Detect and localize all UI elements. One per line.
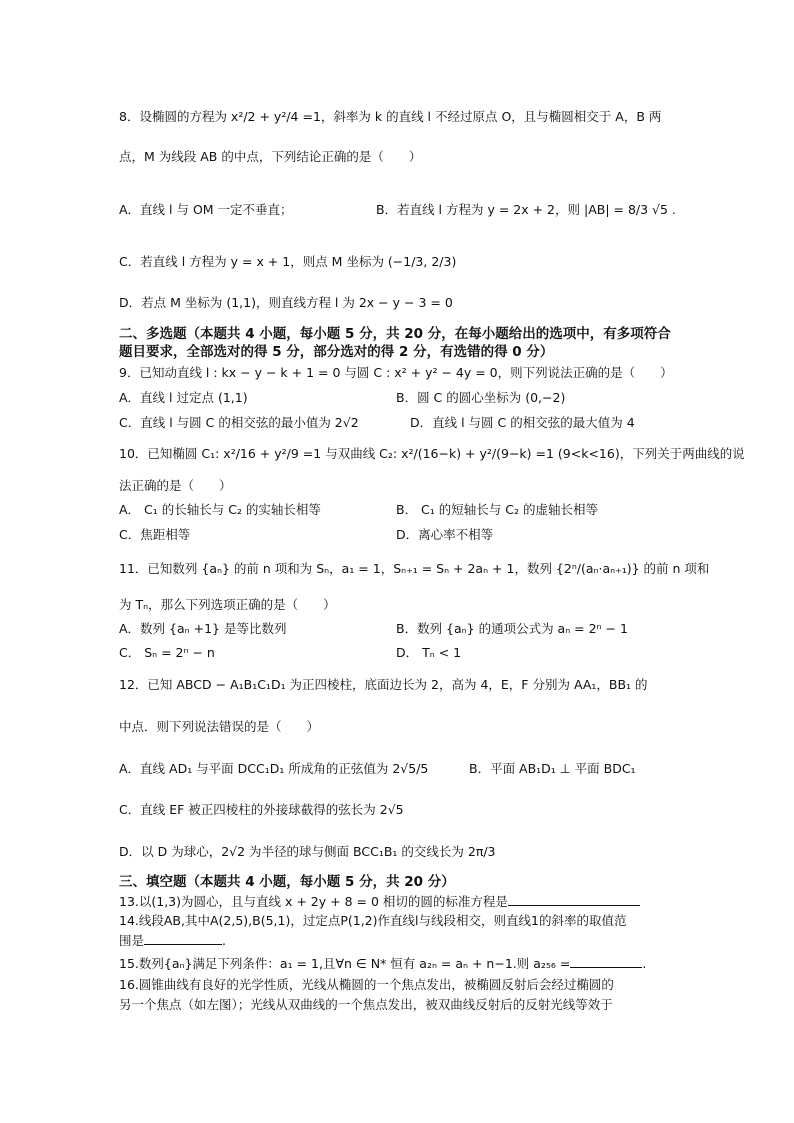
q16-line2: 另一个焦点（如左图）；光线从双曲线的一个焦点发出，被双曲线反射后的反射光线等效于 — [119, 997, 613, 1012]
q10-option-c: C．焦距相等 — [119, 527, 191, 542]
q8-option-c: C．若直线 l 方程为 y = x + 1，则点 M 坐标为 (−1/3, 2/3) — [119, 254, 457, 269]
q12-option-c: C．直线 EF 被正四棱柱的外接球截得的弦长为 2√5 — [119, 802, 404, 817]
q8-option-b: B．若直线 l 方程为 y = 2x + 2，则 |AB| = 8/3 √5 . — [376, 202, 676, 217]
q13-answer-blank[interactable] — [508, 893, 640, 906]
section3-heading: 三、填空题（本题共 4 小题，每小题 5 分，共 20 分） — [119, 874, 455, 890]
q10-stem: 10．已知椭圆 C₁: x²/16 + y²/9 =1 与双曲线 C₂: x²/(16−k) + y²/(9−k) =1 (9<k<16)，下列关于两曲线的说 — [119, 446, 745, 461]
q11-option-b: B．数列 {aₙ} 的通项公式为 aₙ = 2ⁿ − 1 — [396, 621, 628, 636]
q14-answer-blank[interactable] — [144, 932, 222, 945]
q14-line1: 14.线段AB,其中A(2,5),B(5,1)，过定点P(1,2)作直线l与线段相交，则直线1的斜率的取值范 — [119, 913, 627, 928]
q11-option-d: D． Tₙ < 1 — [396, 645, 462, 660]
q12-stem-line2: 中点．则下列说法错误的是（ ） — [119, 719, 320, 734]
q10-option-b: B． C₁ 的短轴长与 C₂ 的虚轴长相等 — [396, 502, 598, 517]
q8-option-a: A．直线 l 与 OM 一定不垂直； — [119, 202, 293, 217]
q12-option-d: D．以 D 为球心，2√2 为半径的球与侧面 BCC₁B₁ 的交线长为 2π/3 — [119, 844, 496, 859]
q8-stem-line1: 8．设椭圆的方程为 x²/2 + y²/4 =1，斜率为 k 的直线 l 不经过原点 O，且与椭圆相交于 A，B 两 — [119, 109, 662, 124]
section2-heading-line2: 题目要求，全部选对的得 5 分，部分选对的得 2 分，有选错的得 0 分） — [119, 344, 554, 360]
q12-option-b: B．平面 AB₁D₁ ⊥ 平面 BDC₁ — [469, 761, 636, 776]
q9-option-a: A．直线 l 过定点 (1,1) — [119, 390, 248, 405]
q15-text: 15.数列{aₙ}满足下列条件：a₁ = 1,且∀n ∈ N* 恒有 a₂ₙ = aₙ + n−1.则 a₂₅₆ = — [119, 956, 571, 971]
q10-option-d: D．离心率不相等 — [396, 527, 494, 542]
q12-stem: 12．已知 ABCD − A₁B₁C₁D₁ 为正四棱柱，底面边长为 2，高为 4，E，F 分别为 AA₁，BB₁ 的 — [119, 677, 648, 692]
q16-line1: 16.圆锥曲线有良好的光学性质，光线从椭圆的一个焦点发出，被椭圆反射后会经过椭圆的 — [119, 977, 614, 992]
q11-option-c: C． Sₙ = 2ⁿ − n — [119, 645, 215, 660]
q8-stem-line2: 点，M 为线段 AB 的中点，下列结论正确的是（ ） — [119, 149, 422, 164]
q8-option-d: D．若点 M 坐标为 (1,1)，则直线方程 l 为 2x − y − 3 = 0 — [119, 295, 453, 310]
q12-option-a: A．直线 AD₁ 与平面 DCC₁D₁ 所成角的正弦值为 2√5/5 — [119, 761, 429, 776]
q9-option-d: D．直线 l 与圆 C 的相交弦的最大值为 4 — [410, 415, 635, 430]
q15-answer-blank[interactable] — [570, 955, 642, 968]
q10-option-a: A． C₁ 的长轴长与 C₂ 的实轴长相等 — [119, 502, 321, 517]
q13-text: 13.以(1,3)为圆心，且与直线 x + 2y + 8 = 0 相切的圆的标准方程是 — [119, 894, 508, 909]
q9-option-b: B．圆 C 的圆心坐标为 (0,−2) — [396, 390, 566, 405]
q9-option-c: C．直线 l 与圆 C 的相交弦的最小值为 2√2 — [119, 415, 359, 430]
q10-stem-line2: 法正确的是（ ） — [119, 478, 232, 493]
q11-option-a: A．数列 {aₙ +1} 是等比数列 — [119, 621, 287, 636]
q9-stem: 9．已知动直线 l : kx − y − k + 1 = 0 与圆 C : x² + y² − 4y = 0，则下列说法正确的是（ ） — [119, 365, 673, 380]
section2-heading-line1: 二、多选题（本题共 4 小题，每小题 5 分，共 20 分，在每小题给出的选项中，有多项符合 — [119, 326, 671, 342]
q14-line2: 围是 — [119, 933, 145, 948]
q11-stem-line2: 为 Tₙ，那么下列选项正确的是（ ） — [119, 597, 336, 612]
q11-stem: 11．已知数列 {aₙ} 的前 n 项和为 Sₙ，a₁ = 1，Sₙ₊₁ = Sₙ + 2aₙ + 1，数列 {2ⁿ/(aₙ·aₙ₊₁)} 的前 n 项和 — [119, 561, 710, 576]
